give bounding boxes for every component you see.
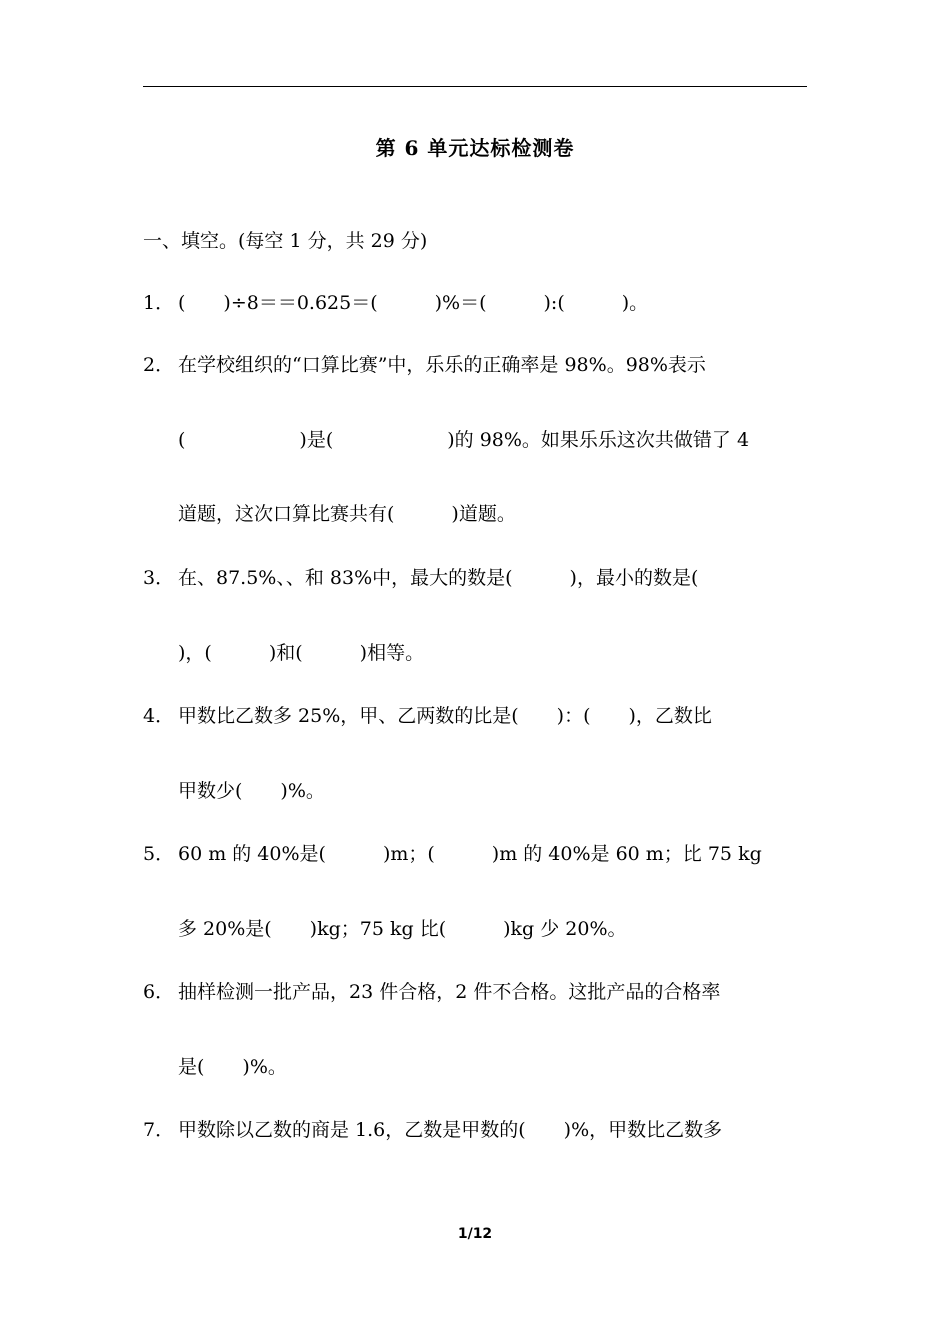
page-title: 第 6 单元达标检测卷 <box>375 136 575 160</box>
question-6-line-2: 是( )%。 <box>178 1056 287 1078</box>
page-number <box>0 1226 950 1242</box>
question-number: 4． <box>143 705 175 727</box>
question-text: 甲数比乙数多 25%，甲、乙两数的比是( )：( )，乙数比 <box>178 705 712 727</box>
question-5-line-2: 多 20%是( )kg；75 kg 比( )kg 少 20%。 <box>178 918 627 940</box>
question-text: 抽样检测一批产品，23 件合格，2 件不合格。这批产品的合格率 <box>178 981 721 1003</box>
total-pages: 12 <box>472 1226 493 1242</box>
question-2-line-1 <box>143 352 706 378</box>
header-rule <box>143 86 807 87</box>
question-number: 2． <box>143 354 175 376</box>
question-number: 7． <box>143 1119 175 1141</box>
question-text: 60 m 的 40%是( )m；( )m 的 40%是 60 m；比 75 kg <box>178 843 762 865</box>
question-number: 3． <box>143 567 175 589</box>
question-2-line-3: 道题，这次口算比赛共有( )道题。 <box>178 503 516 525</box>
page-separator: / <box>467 1226 473 1242</box>
question-text: 甲数除以乙数的商是 1.6，乙数是甲数的( )%，甲数比乙数多 <box>178 1119 723 1141</box>
section-heading: 一、填空。(每空 1 分，共 29 分) <box>143 230 428 252</box>
question-3-line-1 <box>143 565 698 591</box>
question-4-line-1 <box>143 703 712 729</box>
question-text: ( )÷8＝＝0.625＝( )%＝( ):( )。 <box>178 292 649 314</box>
question-2-line-2: ( )是( )的 98%。如果乐乐这次共做错了 4 <box>178 429 750 451</box>
question-text: 在学校组织的“口算比赛”中，乐乐的正确率是 98%。98%表示 <box>178 354 706 376</box>
current-page: 1 <box>457 1226 468 1242</box>
question-number: 6． <box>143 981 175 1003</box>
question-5-line-1 <box>143 841 762 867</box>
question-6-line-1 <box>143 979 720 1005</box>
question-3-line-2: )，( )和( )相等。 <box>178 642 425 664</box>
question-7-line-1 <box>143 1117 722 1143</box>
question-number: 1． <box>143 292 175 314</box>
question-1-line-1 <box>143 290 648 316</box>
question-number: 5． <box>143 843 175 865</box>
question-text: 在、87.5%、、和 83%中，最大的数是( )，最小的数是( <box>178 567 699 589</box>
question-4-line-2: 甲数少( )%。 <box>178 780 325 802</box>
